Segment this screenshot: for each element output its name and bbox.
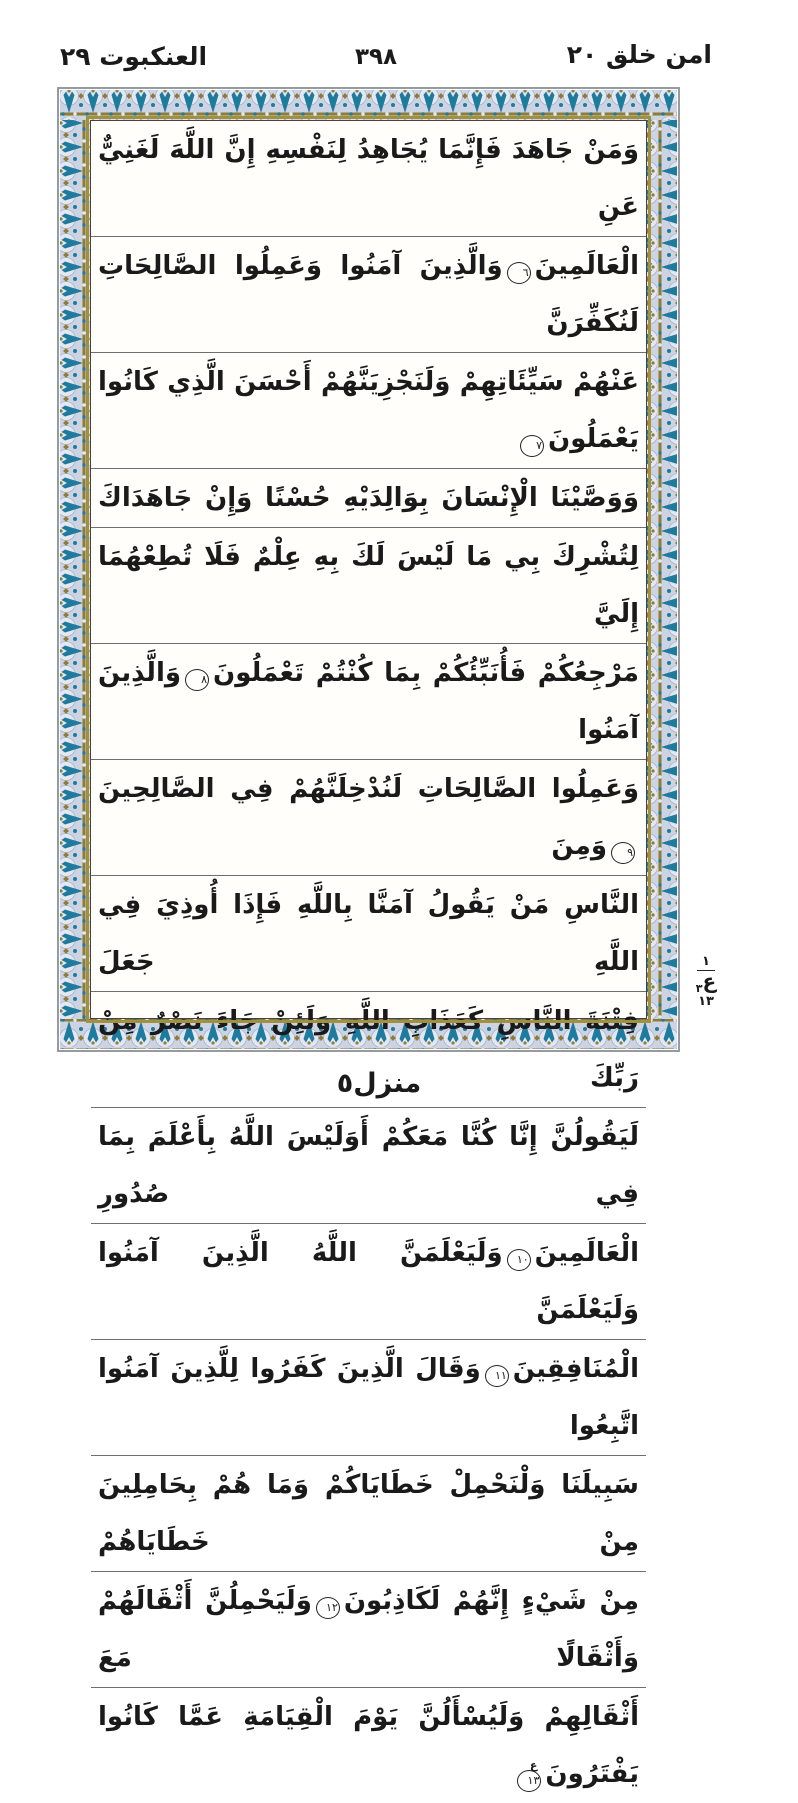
mushaf-line: [91, 644, 646, 760]
mushaf-line: [91, 876, 646, 992]
ayah-text: الْعَالَمِينَ: [534, 251, 639, 281]
ruku-ayah-count: ٣: [695, 981, 703, 995]
ayah-end-marker: ٧: [520, 435, 544, 457]
ayah-text: وَمَنْ جَاهَدَ فَإِنَّمَا يُجَاهِدُ لِنَفْسِهِ إِنَّ اللَّهَ لَغَنِيٌّ عَنِ: [98, 135, 639, 222]
ayah-text: وَعَمِلُوا الصَّالِحَاتِ لَنُدْخِلَنَّهُمْ فِي الصَّالِحِينَ: [98, 774, 639, 804]
ayah-end-marker: ٨: [185, 669, 209, 691]
ayah-end-marker: ٩: [611, 842, 635, 864]
surah-name-header: العنكبوت ٢٩: [60, 42, 208, 71]
mushaf-line: [91, 469, 646, 528]
ayah-text: لِتُشْرِكَ بِي مَا لَيْسَ لَكَ بِهِ عِلْمٌ فَلَا تُطِعْهُمَا إِلَيَّ: [98, 542, 639, 629]
mushaf-line: [91, 353, 646, 469]
ayah-end-marker: ١٣ ع: [517, 1770, 541, 1792]
ayah-end-marker: ١٢: [316, 1597, 340, 1619]
ayah-end-marker: ١١: [485, 1365, 509, 1387]
mushaf-line: [91, 1688, 646, 1803]
ruku-end-mark: ع: [529, 1759, 538, 1772]
ruku-number-in-surah: ١: [697, 955, 715, 971]
ruku-margin-marker: [688, 952, 724, 1009]
ayah-text: سَبِيلَنَا وَلْنَحْمِلْ خَطَايَاكُمْ وَمَا هُمْ بِحَامِلِينَ مِنْ خَطَايَاهُمْ: [98, 1470, 639, 1557]
ayah-text: وَوَصَّيْنَا الْإِنْسَانَ بِوَالِدَيْهِ حُسْنًا وَإِنْ جَاهَدَاكَ: [98, 483, 639, 513]
ruku-number-in-juz: ١٣: [698, 994, 714, 1010]
mushaf-line: [91, 760, 646, 876]
mushaf-line: [91, 1456, 646, 1572]
ayah-text: النَّاسِ مَنْ يَقُولُ آمَنَّا بِاللَّهِ فَإِذَا أُوذِيَ فِي اللَّهِ جَعَلَ: [98, 890, 639, 977]
mushaf-line: [91, 528, 646, 644]
ayah-text: مَرْجِعُكُمْ فَأُنَبِّئُكُمْ بِمَا كُنْتُمْ تَعْمَلُونَ: [213, 658, 639, 688]
ayah-text: الْعَالَمِينَ: [534, 1238, 639, 1268]
ayah-text: وَالَّذِينَ آمَنُوا وَعَمِلُوا الصَّالِحَاتِ لَنُكَفِّرَنَّ: [98, 251, 639, 338]
ayah-text: وَمِنَ: [551, 831, 607, 861]
mushaf-line: [91, 1224, 646, 1340]
mushaf-line: [91, 1108, 646, 1224]
ayah-end-marker: ١٠: [507, 1249, 531, 1271]
ayah-end-marker: ٦: [507, 262, 531, 284]
manzil-footer: منزل٥: [336, 1068, 422, 1099]
ayah-text: وَالَّذِينَ آمَنُوا: [98, 658, 639, 745]
ayah-text: وَلَيَعْلَمَنَّ اللَّهُ الَّذِينَ آمَنُوا وَلَيَعْلَمَنَّ: [98, 1238, 639, 1325]
ayah-text: أَثْقَالِهِمْ وَلَيُسْأَلُنَّ يَوْمَ الْقِيَامَةِ عَمَّا كَانُوا يَفْتَرُونَ: [98, 1702, 639, 1789]
mushaf-line: [91, 1572, 646, 1688]
ayah-text: مِنْ شَيْءٍ إِنَّهُمْ لَكَاذِبُونَ: [343, 1586, 639, 1616]
ayah-text: لَيَقُولُنَّ إِنَّا كُنَّا مَعَكُمْ أَوَلَيْسَ اللَّهُ بِأَعْلَمَ بِمَا فِي صُدُورِ: [98, 1122, 639, 1209]
juz-name-header: امن خلق ٢٠: [566, 40, 712, 69]
page-number: ٣٩٨: [354, 44, 398, 70]
ayah-text: الْمُنَافِقِينَ: [512, 1354, 639, 1384]
mushaf-line: [91, 237, 646, 353]
mushaf-line: [91, 121, 646, 237]
ruku-ain-symbol: ع$_٣$: [695, 968, 717, 995]
ayah-text: وَقَالَ الَّذِينَ كَفَرُوا لِلَّذِينَ آمَنُوا اتَّبِعُوا: [98, 1354, 639, 1441]
ayah-text: فِتْنَةَ النَّاسِ كَعَذَابِ اللَّهِ وَلَئِنْ جَاءَ نَصْرٌ مِنْ رَبِّكَ: [98, 1006, 639, 1093]
ayah-text: وَلَيَحْمِلُنَّ أَثْقَالَهُمْ وَأَثْقَالًا مَعَ: [98, 1586, 639, 1673]
ayah-text: عَنْهُمْ سَيِّئَاتِهِمْ وَلَنَجْزِيَنَّهُمْ أَحْسَنَ الَّذِي كَانُوا يَعْمَلُونَ: [98, 367, 639, 454]
mushaf-line: [91, 1340, 646, 1456]
